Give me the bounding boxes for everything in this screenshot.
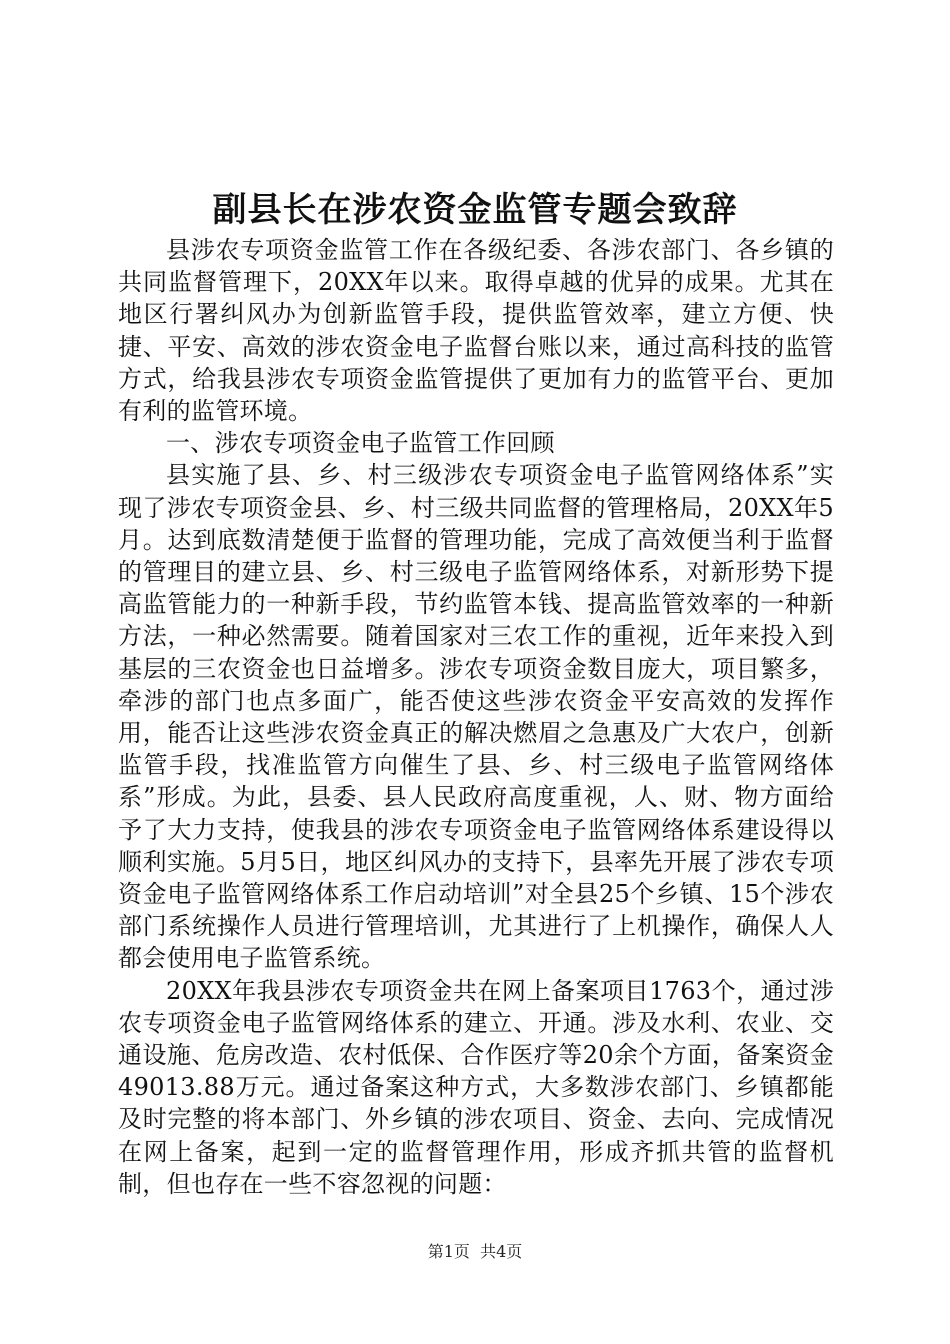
page-total: 共4页 [480, 1242, 523, 1261]
document-body [118, 234, 834, 1200]
document-title: 副县长在涉农资金监管专题会致辞 [212, 190, 738, 230]
paragraph-statistics: 20XX年我县涉农专项资金共在网上备案项目1763个，通过涉农专项资金电子监管网络体系的建立、开通。涉及水利、农业、交通设施、危房改造、农村低保、合作医疗等20余个方面，备案资金49013.88万元。通过备案这种方式，大多数涉农部门、乡镇都能及时完整的将本部门、外乡镇的涉农项目、资金、去向、完成情况在网上备案，起到一定的监督管理作用，形成齐抓共管的监督机制，但也存在一些不容忽视的问题： [118, 976, 834, 1198]
section-heading: 一、涉农专项资金电子监管工作回顾 [166, 429, 555, 458]
paragraph-review: 县实施了县、乡、村三级涉农专项资金电子监管网络体系”实现了涉农专项资金县、乡、村三级共同监督的管理格局，20XX年5月。达到底数清楚便于监督的管理功能，完成了高效便当利于监督的管理目的建立县、乡、村三级电子监管网络体系，对新形势下提高监管能力的一种新手段，节约监管本钱、提高监管效率的一种新方法，一种必然需要。随着国家对三农工作的重视，近年来投入到基层的三农资金也日益增多。涉农专项资金数目庞大，项目繁多，牵涉的部门也点多面广，能否使这些涉农资金平安高效的发挥作用，能否让这些涉农资金真正的解决燃眉之急惠及广大农户，创新监管手段，找准监管方向催生了县、乡、村三级电子监管网络体系”形成。为此，县委、县人民政府高度重视，人、财、物方面给予了大力支持，使我县的涉农专项资金电子监管网络体系建设得以顺利实施。5月5日，地区纠风办的支持下，县率先开展了涉农专项资金电子监管网络体系工作启动培训”对全县25个乡镇、15个涉农部门系统操作人员进行管理培训，尤其进行了上机操作，确保人人都会使用电子监管系统。 [118, 461, 834, 973]
page-number: 第1页 [427, 1242, 470, 1261]
page-footer [0, 1240, 950, 1264]
paragraph-intro: 县涉农专项资金监管工作在各级纪委、各涉农部门、各乡镇的共同监督管理下，20XX年以来。取得卓越的优异的成果。尤其在地区行署纠风办为创新监管手段，提供监管效率，建立方便、快捷、平安、高效的涉农资金电子监督台账以来，通过高科技的监管方式，给我县涉农专项资金监管提供了更加有力的监管平台、更加有利的监管环境。 [118, 236, 834, 426]
